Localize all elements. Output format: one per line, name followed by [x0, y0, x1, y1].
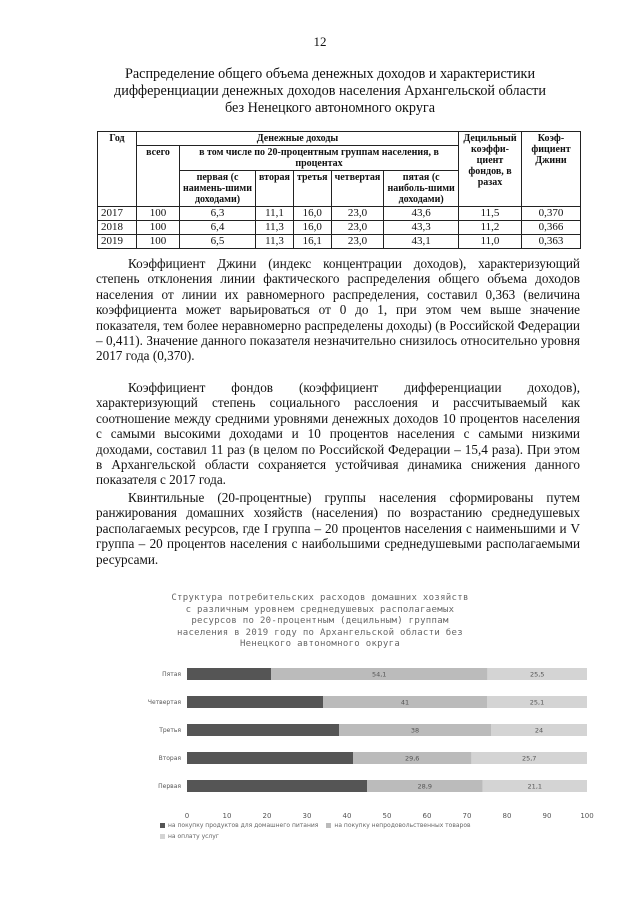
legend-item	[160, 831, 219, 842]
legend-swatch	[160, 834, 165, 839]
chart-title-line: населения в 2019 году по Архангельской области без	[177, 627, 463, 638]
chart-title-line: Ненецкого автономного округа	[239, 639, 401, 649]
x-tick-label: 40	[342, 812, 352, 818]
income-distribution-table	[97, 131, 581, 249]
header-group-1: первая (с наимень-шими доходами)	[180, 171, 256, 207]
chart-title-line: с различным уровнем среднедушевых располагаемых	[185, 604, 455, 615]
cell-gini: 0,363	[522, 235, 581, 249]
category-label: Пятая	[162, 671, 181, 678]
cell-g5: 43,3	[384, 221, 459, 235]
x-tick-label: 0	[184, 812, 190, 818]
bar-segment	[187, 752, 353, 764]
cell-g4: 23,0	[331, 221, 384, 235]
legend-swatch	[160, 823, 165, 828]
cell-gini: 0,366	[522, 221, 581, 235]
x-tick-label: 60	[422, 812, 432, 818]
cell-decile: 11,2	[459, 221, 522, 235]
data-label: 21,1	[527, 782, 543, 791]
cell-g3: 16,0	[293, 221, 331, 235]
data-label: 28,9	[417, 782, 433, 791]
data-label: 54,1	[371, 670, 387, 679]
data-label: 29,6	[404, 754, 420, 763]
cell-total: 100	[137, 207, 180, 221]
x-tick-label: 50	[382, 812, 392, 818]
header-decile: Децильный коэффи-циент фондов, в разах	[459, 132, 522, 207]
x-tick-label: 70	[462, 812, 472, 818]
page-title	[95, 66, 565, 117]
paragraph-quintile: Квинтильные (20-процентные) группы населения сформированы путем ранжирования домашних хозяйств (населения) по возрастанию среднедушевых располагаемых ресурсов, где I группа – 20 процентов населения с наименьшими и V группа – 20 процентов населения с наибольшими среднедушевыми располагаемыми ресурсами.	[96, 490, 580, 567]
paragraph-decile: Коэффициент фондов (коэффициент дифференциации доходов), характеризующий степень социального расслоения и рассчитываемый как соотношение между средними уровнями денежных доходов 10 процентов населения с самыми высокими доходами и 10 процентов населения с самыми низкими доходами, составил 11 раз (в целом по Российской Федерации – 15,4 раза). При этом в Архангельской области сохраняется устойчивая динамика снижения данного показателя с 2017 года.	[96, 380, 580, 488]
legend-label: на покупку непродовольственных товаров	[334, 822, 471, 829]
cell-g5: 43,1	[384, 235, 459, 249]
header-money-income: Денежные доходы	[137, 132, 459, 146]
header-gini: Коэф-фициент Джини	[522, 132, 581, 207]
chart-title-line: Структура потребительских расходов домашних хозяйств	[171, 593, 469, 603]
title-line-1: Распределение общего объема денежных доходов и характеристики	[124, 66, 536, 82]
cell-g4: 23,0	[331, 207, 384, 221]
cell-year: 2018	[98, 221, 137, 235]
header-groups: в том числе по 20-процентным группам населения, в процентах	[180, 146, 459, 171]
x-tick-label: 10	[222, 812, 232, 818]
cell-g5: 43,6	[384, 207, 459, 221]
paragraph-gini: Коэффициент Джини (индекс концентрации доходов), характеризующий степень отклонения линии фактического распределения общего объема доходов населения от линии их равномерного распределения, составил 0,363 (величина коэффициента может варьироваться от 0 до 1, при этом чем выше значение показателя, тем более неравномерно распределены доходы) (в Российской Федерации – 0,411). Значение данного показателя незначительно снизилось относительно уровня 2017 года (0,370).	[96, 256, 580, 364]
header-group-5: пятая (с наиболь-шими доходами)	[384, 171, 459, 207]
cell-total: 100	[137, 221, 180, 235]
header-group-3: третья	[293, 171, 331, 207]
legend-item	[160, 820, 318, 831]
title-line-2: дифференциации денежных доходов населения Архангельской области	[114, 83, 546, 99]
table-row	[98, 235, 581, 249]
table-row	[98, 221, 581, 235]
category-label: Четвертая	[147, 699, 181, 706]
x-tick-label: 100	[580, 812, 594, 818]
header-year: Год	[98, 132, 137, 207]
category-label: Вторая	[158, 755, 181, 762]
chart-title	[170, 593, 470, 651]
bar-segment	[187, 780, 367, 792]
cell-decile: 11,0	[459, 235, 522, 249]
category-label: Третья	[159, 727, 181, 734]
page-number: 12	[313, 34, 327, 49]
cell-gini: 0,370	[522, 207, 581, 221]
bar-segment	[187, 696, 323, 708]
data-label: 41	[400, 698, 410, 707]
cell-g3: 16,0	[293, 207, 331, 221]
category-label: Первая	[158, 783, 181, 790]
cell-g1: 6,4	[180, 221, 256, 235]
consumer-spending-chart	[120, 660, 610, 818]
bar-segment	[187, 668, 271, 680]
cell-g2: 11,3	[256, 221, 294, 235]
x-tick-label: 20	[262, 812, 272, 818]
data-label: 25,7	[521, 754, 537, 763]
cell-total: 100	[137, 235, 180, 249]
cell-g2: 11,1	[256, 207, 294, 221]
header-total: всего	[137, 146, 180, 207]
cell-g1: 6,3	[180, 207, 256, 221]
legend-label: на оплату услуг	[168, 833, 219, 840]
header-group-2: вторая	[256, 171, 294, 207]
cell-g3: 16,1	[293, 235, 331, 249]
legend-label: на покупку продуктов для домашнего питания	[168, 822, 319, 829]
x-tick-label: 90	[542, 812, 552, 818]
x-tick-label: 80	[502, 812, 512, 818]
cell-g4: 23,0	[331, 235, 384, 249]
data-label: 25,5	[529, 670, 545, 679]
cell-g1: 6,5	[180, 235, 256, 249]
data-label: 38	[410, 726, 420, 735]
data-label: 25,1	[529, 698, 545, 707]
chart-legend	[160, 820, 600, 842]
title-line-3: без Ненецкого автономного округа	[224, 100, 436, 116]
data-label: 24	[534, 726, 544, 735]
table-row	[98, 207, 581, 221]
cell-decile: 11,5	[459, 207, 522, 221]
cell-year: 2017	[98, 207, 137, 221]
bar-segment	[187, 724, 339, 736]
cell-year: 2019	[98, 235, 137, 249]
legend-swatch	[326, 823, 331, 828]
cell-g2: 11,3	[256, 235, 294, 249]
x-tick-label: 30	[302, 812, 312, 818]
chart-title-line: ресурсов по 20-процентным (децильным) группам	[191, 616, 449, 626]
legend-item	[326, 820, 470, 831]
header-group-4: четвертая	[331, 171, 384, 207]
